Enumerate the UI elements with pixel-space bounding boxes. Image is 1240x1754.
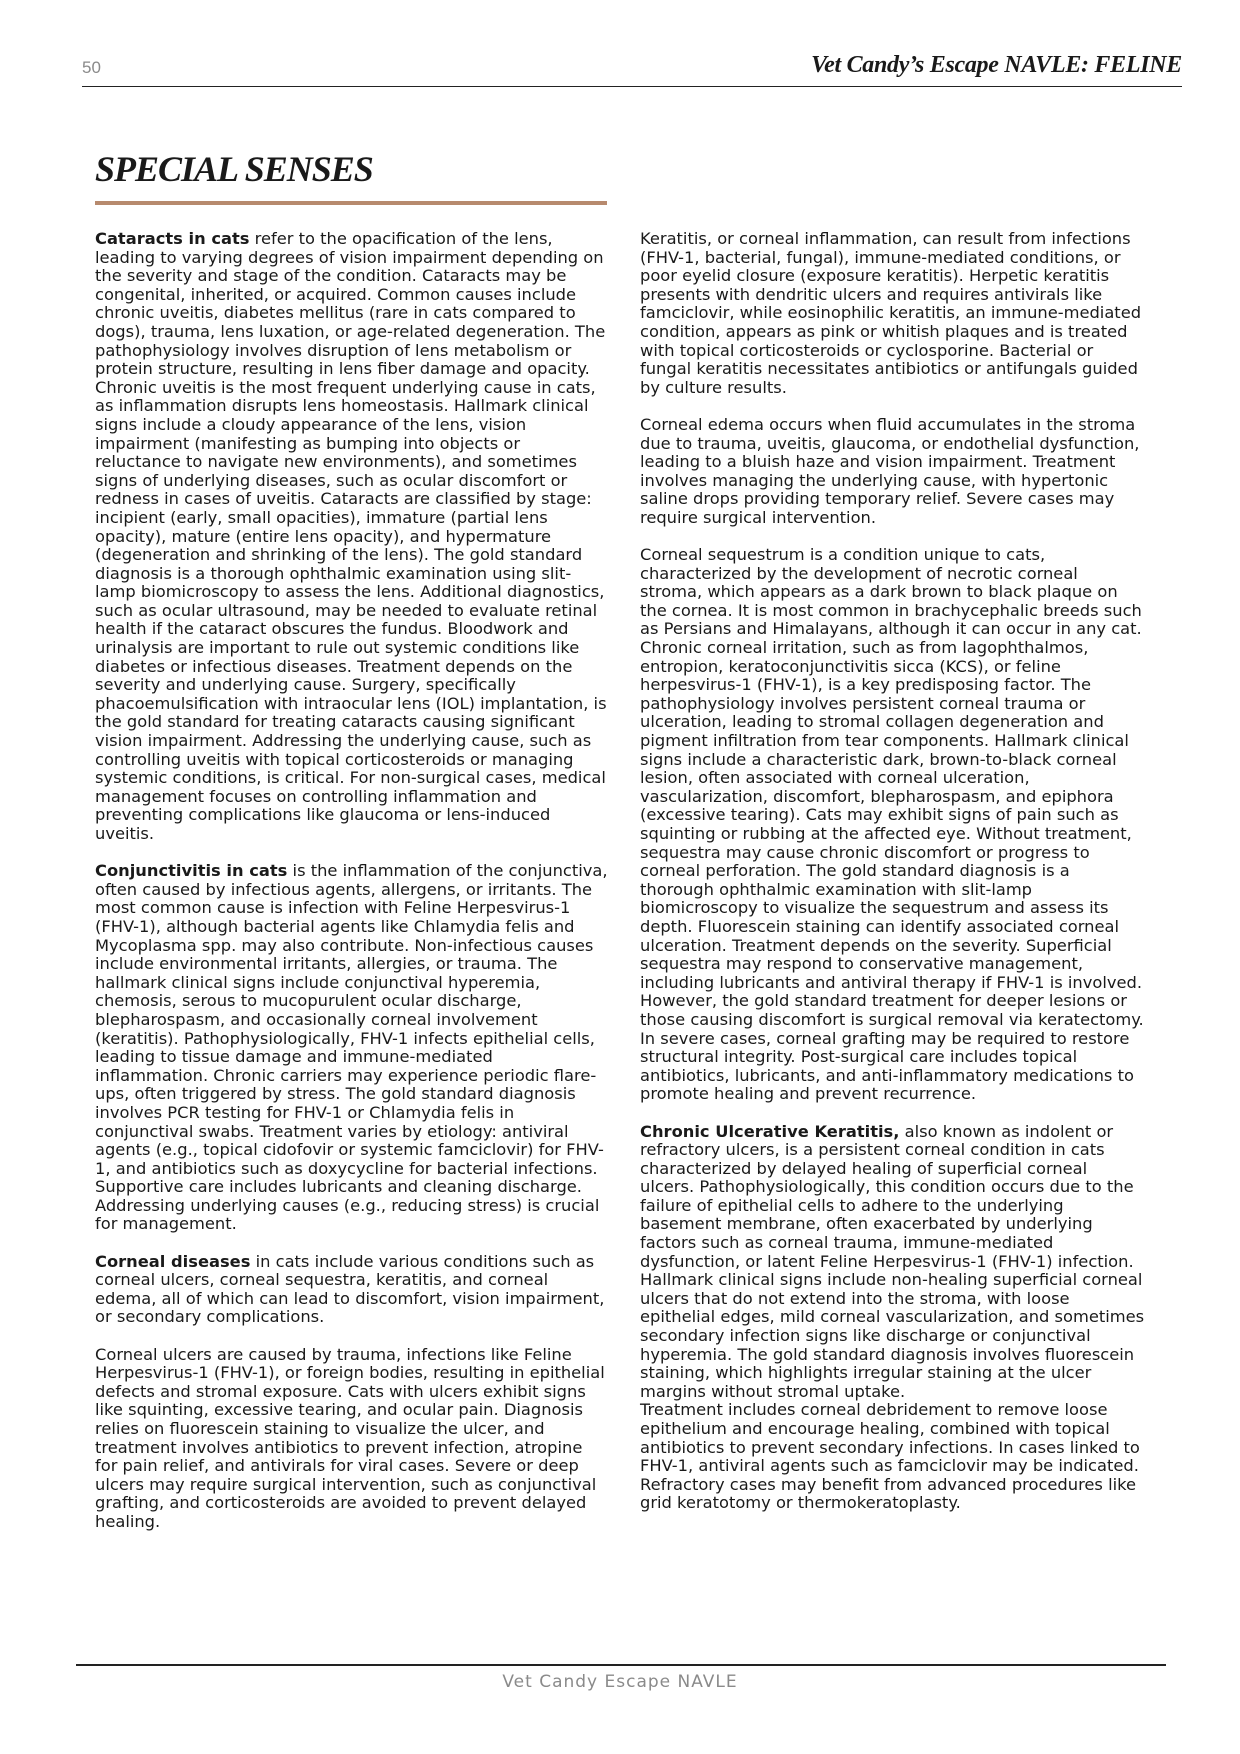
term-chronic-ulcerative-keratitis: Chronic Ulcerative Keratitis, bbox=[640, 1121, 900, 1141]
paragraph-text: is the inflammation of the conjunctiva, often caused by infectious agents, allergens, or irritants. The most common cause is infection with Feline Herpesvirus-1 (FHV-1), although bacterial agents like Chlamydia felis and Mycoplasma spp. may also contribute. Non-infectious causes include environmental irritants, allergies, or trauma. The hallmark clinical signs include conjunctival hyperemia, chemosis, serous to mucopurulent ocular discharge, blepharospasm, and occasionally corneal involvement (keratitis). Pathophysiologically, FHV-1 infects epithelial cells, leading to tissue damage and immune-mediated inflammation. Chronic carriers may experience periodic flare-ups, often triggered by stress. The gold standard diagnosis involves PCR testing for FHV-1 or Chlamydia felis in conjunctival swabs. Treatment varies by etiology: antiviral agents (e.g., topical cidofovir or systemic famciclovir) for FHV-1, and antibiotics such as doxycycline for bacterial infections. Supportive care includes lubricants and cleaning discharge. Addressing underlying causes (e.g., reducing stress) is crucial for management. bbox=[95, 861, 608, 1234]
term-cataracts: Cataracts in cats bbox=[95, 229, 250, 248]
paragraph-text: refer to the opacification of the lens, leading to varying degrees of vision impairment depending on the severity and stage of the condition. Cataracts may be congenital, inherited, or acquired. Common causes include chronic uveitis, diabetes mellitus (rare in cats compared to dogs), trauma, lens luxation, or age-related degeneration. The pathophysiology involves disruption of lens metabolism or protein structure, resulting in lens fiber damage and opacity. Chronic uveitis is the most frequent underlying cause in cats, as inflammation disrupts lens homeostasis. Hallmark clinical signs include a cloudy appearance of the lens, vision impairment (manifesting as bumping into objects or reluctance to navigate new environments), and sometimes signs of underlying diseases, such as ocular discomfort or redness in cases of uveitis. Cataracts are classified by stage: incipient (early, small opacities), immature (partial lens opacity), mature (entire lens opacity), and hypermature (degeneration and shrinking of the lens). The gold standard diagnosis is a thorough ophthalmic examination using slit-lamp biomicroscopy to assess the lens. Additional diagnostics, such as ocular ultrasound, may be needed to evaluate retinal health if the cataract obscures the fundus. Bloodwork and urinalysis are important to rule out systemic conditions like diabetes or infectious diseases. Treatment depends on the severity and underlying cause. Surgery, specifically phacoemulsification with intraocular lens (IOL) implantation, is the gold standard for treating cataracts causing significant vision impairment. Addressing the underlying cause, such as controlling uveitis with topical corticosteroids or managing systemic conditions, is critical. For non-surgical cases, medical management focuses on controlling inflammation and preventing complications like glaucoma or lens-induced uveitis. bbox=[95, 229, 607, 843]
left-column bbox=[95, 230, 608, 1532]
term-conjunctivitis: Conjunctivitis in cats bbox=[95, 861, 288, 881]
paragraph-corneal-diseases bbox=[95, 1253, 608, 1327]
footer-text: Vet Candy Escape NAVLE bbox=[502, 1672, 738, 1692]
footer-divider bbox=[76, 1664, 1166, 1666]
paragraph-corneal-sequestrum: Corneal sequestrum is a condition unique to cats, characterized by the development of necrotic corneal stroma, which appears as a dark brown to black plaque on the cornea. It is most common in brachycephalic breeds such as Persians and Himalayans, although it can occur in any cat. Chronic corneal irritation, such as from lagophthalmos, entropion, keratoconjunctivitis sicca (KCS), or feline herpesvirus-1 (FHV-1), is a key predisposing factor. The pathophysiology involves persistent corneal trauma or ulceration, leading to stromal collagen degeneration and pigment infiltration from tear components. Hallmark clinical signs include a characteristic dark, brown-to-black corneal lesion, often associated with corneal ulceration, vascularization, discomfort, blepharospasm, and epiphora (excessive tearing). Cats may exhibit signs of pain such as squinting or rubbing at the affected eye. Without treatment, sequestra may cause chronic discomfort or progress to corneal perforation. The gold standard diagnosis is a thorough ophthalmic examination with slit-lamp biomicroscopy to visualize the sequestrum and assess its depth. Fluorescein staining can identify associated corneal ulceration. Treatment depends on the severity. Superficial sequestra may respond to conservative management, including lubricants and antiviral therapy if FHV-1 is involved. However, the gold standard treatment for deeper lesions or those causing discomfort is surgical removal via keratectomy. In severe cases, corneal grafting may be required to restore structural integrity. Post-surgical care includes topical antibiotics, lubricants, and anti-inflammatory medications to promote healing and prevent recurrence. bbox=[640, 545, 1144, 1104]
page-header bbox=[82, 52, 1182, 87]
paragraph-cataracts bbox=[95, 230, 608, 844]
paragraph-treatment: Treatment includes corneal debridement to remove loose epithelium and encourage healing, combined with topical antibiotics to prevent secondary infections. In cases linked to FHV-1, antiviral agents such as famciclovir may be indicated. Refractory cases may benefit from advanced procedures like grid keratotomy or thermokeratoplasty. bbox=[640, 1400, 1140, 1513]
paragraph-chronic-ulcerative-keratitis bbox=[640, 1123, 1145, 1402]
paragraph-conjunctivitis bbox=[95, 862, 608, 1234]
paragraph-text: also known as indolent or refractory ulcers, is a persistent corneal condition in cats characterized by delayed healing of superficial corneal ulcers. Pathophysiologically, this condition occurs due to the failure of epithelial cells to adhere to the underlying basement membrane, often exacerbated by underlying factors such as corneal trauma, immune-mediated dysfunction, or latent Feline Herpesvirus-1 (FHV-1) infection. Hallmark clinical signs include non-healing superficial corneal ulcers that do not extend into the stroma, with loose epithelial edges, mild corneal vascularization, and sometimes secondary infection signs like discharge or conjunctival hyperemia. The gold standard diagnosis involves fluorescein staining, which highlights irregular staining at the ulcer margins without stromal uptake. bbox=[640, 1121, 1145, 1401]
paragraph-text: in cats include various conditions such as corneal ulcers, corneal sequestra, keratitis, and corneal edema, all of which can lead to discomfort, vision impairment, or secondary complications. bbox=[95, 1251, 605, 1327]
paragraph-keratitis: Keratitis, or corneal inflammation, can result from infections (FHV-1, bacterial, fungal), immune-mediated conditions, or poor eyelid closure (exposure keratitis). Herpetic keratitis presents with dendritic ulcers and requires antivirals like famciclovir, while eosinophilic keratitis, an immune-mediated condition, appears as pink or whitish plaques and is treated with topical corticosteroids or cyclosporine. Bacterial or fungal keratitis necessitates antibiotics or antifungals guided by culture results. bbox=[640, 229, 1142, 397]
title-underline bbox=[95, 201, 607, 205]
paragraph-corneal-ulcers: Corneal ulcers are caused by trauma, infections like Feline Herpesvirus-1 (FHV-1), or foreign bodies, resulting in epithelial defects and stromal exposure. Cats with ulcers exhibit signs like squinting, excessive tearing, and ocular pain. Diagnosis relies on fluorescein staining to visualize the ulcer, and treatment involves antibiotics to prevent infection, atropine for pain relief, and antivirals for viral cases. Severe or deep ulcers may require surgical intervention, such as conjunctival grafting, and corticosteroids are avoided to prevent delayed healing. bbox=[95, 1344, 605, 1531]
right-column bbox=[640, 230, 1145, 1513]
running-title: Vet Candy’s Escape NAVLE: FELINE bbox=[811, 52, 1182, 78]
section-title: SPECIAL SENSES bbox=[95, 149, 373, 189]
term-corneal-diseases: Corneal diseases bbox=[95, 1251, 251, 1271]
paragraph-corneal-edema: Corneal edema occurs when fluid accumulates in the stroma due to trauma, uveitis, glaucoma, or endothelial dysfunction, leading to a bluish haze and vision impairment. Treatment involves managing the underlying cause, with hypertonic saline drops providing temporary relief. Severe cases may require surgical intervention. bbox=[640, 414, 1140, 527]
page-number: 50 bbox=[82, 58, 101, 77]
